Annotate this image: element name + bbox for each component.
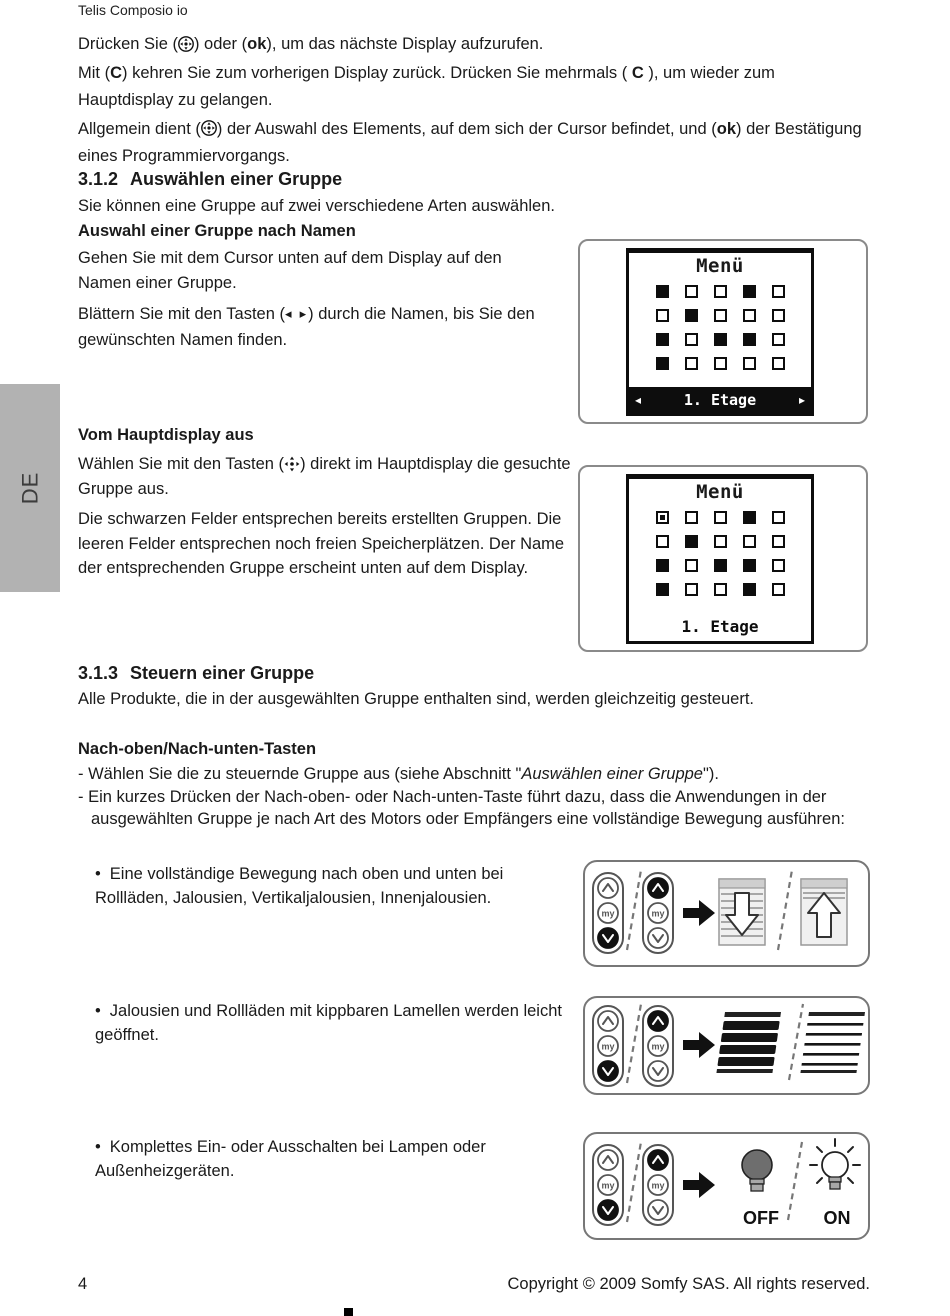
bullet-text: Komplettes Ein- oder Ausschalten bei Lampen oder Außenheizgeräten. (95, 1138, 486, 1180)
group-cell-filled (743, 559, 756, 572)
text-run: ) kehren Sie zum vorherigen Display zurück. Drücken Sie mehrmals ( (122, 63, 632, 82)
svg-text:my: my (651, 908, 665, 919)
or-slash (627, 870, 641, 950)
subheading-by-name: Auswahl einer Gruppe nach Namen (78, 222, 356, 240)
illustration-shutter-movement (583, 860, 870, 967)
illustration-graphic (585, 862, 870, 965)
remote-up-pressed (643, 1145, 673, 1225)
or-slash (789, 1004, 803, 1080)
by-name-column (78, 246, 556, 359)
print-registration-mark (344, 1308, 353, 1316)
result-arrow-icon (683, 1032, 715, 1058)
scroll-left-icon: ◂ (635, 393, 642, 407)
section-313-intro: Alle Produkte, die in der ausgewählten Gruppe enthalten sind, werden gleichzeitig gesteuert. (78, 690, 755, 708)
shutter-going-up (801, 879, 847, 945)
bullet-item-2 (95, 999, 579, 1047)
blinds-tilted-open (800, 1012, 865, 1073)
illustration-graphic (585, 1134, 870, 1238)
group-cell-empty (656, 309, 669, 322)
section-heading-313 (78, 663, 314, 684)
group-cell-filled (714, 333, 727, 346)
text-run: Wählen Sie mit den Tasten ( (78, 455, 285, 473)
subheading-from-main: Vom Hauptdisplay aus (78, 426, 254, 444)
group-cell-filled (743, 583, 756, 596)
svg-text:my: my (601, 1041, 615, 1052)
page-footer (78, 1275, 870, 1294)
section-title: Auswählen einer Gruppe (130, 169, 343, 189)
or-slash (627, 1142, 641, 1222)
group-cell-filled (743, 511, 756, 524)
group-cell-empty (772, 357, 785, 370)
remote-down-pressed (593, 1145, 623, 1225)
group-cell-empty (772, 583, 785, 596)
nav-pad-icon (284, 456, 300, 472)
lcd-display-figure-1 (578, 239, 868, 424)
section-312-intro: Sie können eine Gruppe auf zwei verschiedene Arten auswählen. (78, 197, 555, 215)
group-grid (629, 285, 811, 370)
body-paragraph (78, 116, 872, 171)
language-side-tab (0, 384, 60, 592)
group-cell-empty (772, 333, 785, 346)
group-cell-empty (772, 535, 785, 548)
group-name-label: 1. Etage (683, 391, 757, 409)
illustration-blind-tilt (583, 996, 870, 1095)
remote-down-pressed (593, 1006, 623, 1086)
text-run: ) der Bestätigung eines Programmiervorgangs. (78, 119, 862, 165)
group-cell-empty (685, 559, 698, 572)
group-cell-empty (772, 559, 785, 572)
illustration-lamp-on-off (583, 1132, 870, 1240)
bullet-marker: • (95, 865, 101, 883)
group-cell-empty (685, 285, 698, 298)
text-run: ) der Auswahl des Elements, auf dem sich der Cursor befindet, und ( (216, 119, 717, 138)
dash-item (78, 763, 872, 785)
from-main-column (78, 423, 574, 587)
bullet-marker: • (95, 1002, 101, 1020)
group-cell-empty (772, 285, 785, 298)
bullet-text: Jalousien und Rollläden mit kippbaren Lamellen werden leicht geöffnet. (95, 1002, 562, 1044)
group-cell-filled (656, 559, 669, 572)
group-cell-empty (685, 511, 698, 524)
lcd-screen (626, 474, 814, 644)
svg-text:my: my (601, 1180, 615, 1191)
text-run: ) oder ( (193, 35, 248, 53)
group-cell-empty (743, 309, 756, 322)
text-run: - Wählen Sie die zu steuernde Gruppe aus (siehe Abschnitt " (78, 765, 522, 783)
left-right-arrows-icon: ◂ ▸ (284, 307, 309, 322)
group-cell-empty (714, 535, 727, 548)
lcd-menu-title: Menü (696, 481, 744, 503)
scroll-right-icon: ▸ (798, 393, 805, 407)
result-arrow-icon (683, 900, 715, 926)
group-cell-empty (772, 309, 785, 322)
group-cell-empty (656, 535, 669, 548)
text-run: ), um wieder zum Hauptdisplay zu gelangen. (78, 63, 775, 109)
group-cell-filled (743, 285, 756, 298)
bullet-item-3 (95, 1135, 557, 1183)
key-label-c: C (631, 63, 644, 82)
lcd-footer-bar (629, 387, 811, 413)
off-label: OFF (743, 1208, 779, 1228)
page-number: 4 (78, 1275, 88, 1293)
lamp-off (742, 1150, 779, 1228)
subheading-up-down: Nach-oben/Nach-unten-Tasten (78, 740, 317, 758)
key-label-ok: ok (247, 35, 267, 53)
group-cell-empty (714, 285, 727, 298)
result-arrow-icon (683, 1172, 715, 1198)
group-cell-filled (656, 583, 669, 596)
svg-text:my: my (601, 908, 615, 919)
lcd-menu-title: Menü (696, 255, 744, 277)
intro-paragraphs (78, 31, 872, 172)
body-paragraph: Die schwarzen Felder entsprechen bereits erstellten Gruppen. Die leeren Felder entsprechen noch freien Speicherplätzen. Der Name der entsprechenden Gruppe erscheint unten auf dem Display. (78, 510, 565, 577)
section-number: 3.1.3 (78, 663, 119, 683)
lcd-screen (626, 248, 814, 416)
page-header-brand: Telis Composio io (78, 2, 188, 18)
group-cell-filled (714, 559, 727, 572)
on-label: ON (823, 1208, 851, 1228)
group-cell-filled (685, 535, 698, 548)
key-label-ok: ok (716, 119, 737, 138)
up-down-buttons-block (78, 738, 872, 831)
text-run: Mit ( (78, 63, 111, 82)
bullet-text: Eine vollständige Bewegung nach oben und unten bei Rollläden, Jalousien, Vertikaljalousien, Innenjalousien. (95, 865, 504, 907)
text-run: ) direkt im Hauptdisplay die gesuchte Gruppe aus. (78, 455, 571, 498)
group-cell-empty (685, 357, 698, 370)
group-cell-filled (656, 285, 669, 298)
bullet-marker: • (95, 1138, 101, 1156)
svg-text:my: my (651, 1041, 665, 1052)
body-paragraph (78, 302, 556, 352)
or-slash (778, 870, 792, 950)
lcd-display-figure-2 (578, 465, 868, 652)
shutter-going-down (719, 879, 765, 945)
body-paragraph (78, 452, 574, 501)
group-cell-empty (714, 309, 727, 322)
body-paragraph (78, 31, 872, 59)
language-code-label: DE (17, 471, 42, 505)
section-heading-312 (78, 169, 342, 190)
remote-down-pressed (593, 873, 623, 953)
group-cell-empty (685, 583, 698, 596)
copyright-notice: Copyright © 2009 Somfy SAS. All rights reserved. (507, 1275, 870, 1293)
group-cell-empty (772, 511, 785, 524)
group-name-label: 1. Etage (681, 617, 759, 636)
group-cell-filled (656, 357, 669, 370)
body-paragraph (78, 60, 872, 115)
body-paragraph: Gehen Sie mit dem Cursor unten auf dem Display auf den Namen einer Gruppe. (78, 249, 502, 292)
or-slash (788, 1142, 802, 1220)
key-label-c: C (110, 63, 122, 82)
nav-wheel-icon (201, 120, 217, 136)
bullet-item-1 (95, 862, 575, 910)
group-cell-empty (714, 511, 727, 524)
text-run: Allgemein dient ( (78, 119, 201, 138)
group-cell-empty (714, 583, 727, 596)
remote-up-pressed (643, 873, 673, 953)
text-run: Blättern Sie mit den Tasten ( (78, 305, 285, 323)
group-cell-empty (685, 333, 698, 346)
group-cell-empty (743, 357, 756, 370)
lamp-on (810, 1139, 860, 1228)
nav-wheel-icon (178, 36, 194, 52)
group-cell-filled (656, 333, 669, 346)
dash-item: - Ein kurzes Drücken der Nach-oben- oder Nach-unten-Taste führt dazu, dass die Anwendungen in der ausgewählten Gruppe je nach Art des Motors oder Empfängers eine vollständige Bewegung ausführen: (78, 788, 845, 828)
group-cell-filled (743, 333, 756, 346)
section-number: 3.1.2 (78, 169, 119, 189)
text-run: "). (702, 765, 719, 783)
group-cell-filled (685, 309, 698, 322)
group-grid (629, 511, 811, 596)
text-run: ) durch die Namen, bis Sie den gewünschten Namen finden. (78, 305, 535, 349)
group-cell-selected (656, 511, 669, 524)
group-cell-empty (714, 357, 727, 370)
cross-reference: Auswählen einer Gruppe (521, 765, 703, 783)
or-slash (627, 1004, 641, 1083)
remote-up-pressed (643, 1006, 673, 1086)
text-run: Drücken Sie ( (78, 35, 178, 53)
section-title: Steuern einer Gruppe (130, 663, 315, 683)
group-cell-empty (743, 535, 756, 548)
blinds-closed (716, 1012, 781, 1073)
text-run: ), um das nächste Display aufzurufen. (266, 35, 544, 53)
svg-text:my: my (651, 1180, 665, 1191)
illustration-graphic (585, 998, 870, 1093)
